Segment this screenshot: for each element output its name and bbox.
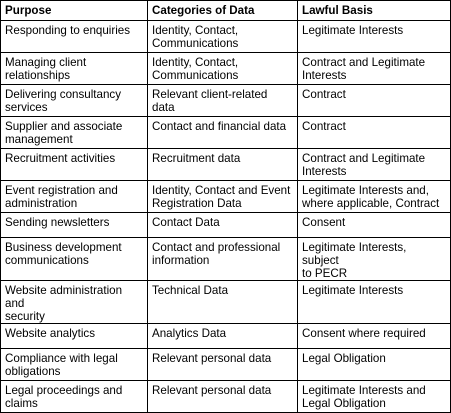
table-row [1,21,451,53]
cell-categories: Relevant personal data [148,349,298,381]
table-row [1,238,451,281]
cell-lawful-basis: Legitimate Interests and, where applicable, Contract [298,181,451,213]
cell-purpose: Supplier and associate management [1,117,148,149]
table-row [1,213,451,238]
cell-lawful-basis: Contract [298,85,451,117]
table-row [1,349,451,381]
header-categories-of-data: Categories of Data [148,1,298,21]
cell-lawful-basis: Consent [298,213,451,238]
cell-categories: Recruitment data [148,149,298,181]
cell-purpose: Recruitment activities [1,149,148,181]
cell-categories: Relevant personal data [148,381,298,413]
cell-categories: Analytics Data [148,324,298,349]
cell-lawful-basis: Contract and Legitimate Interests [298,53,451,85]
cell-lawful-basis: Legitimate Interests and Legal Obligation [298,381,451,413]
cell-purpose: Event registration and administration [1,181,148,213]
cell-categories: Relevant client-related data [148,85,298,117]
cell-categories: Contact Data [148,213,298,238]
cell-categories: Identity, Contact, Communications [148,21,298,53]
table-row [1,281,451,324]
cell-purpose: Compliance with legal obligations [1,349,148,381]
header-purpose: Purpose [1,1,148,21]
cell-purpose: Business development communications [1,238,148,281]
cell-purpose: Website analytics [1,324,148,349]
cell-purpose: Managing client relationships [1,53,148,85]
cell-categories: Technical Data [148,281,298,324]
cell-lawful-basis: Legitimate Interests, subject to PECR [298,238,451,281]
cell-categories: Contact and financial data [148,117,298,149]
cell-lawful-basis: Contract [298,117,451,149]
cell-categories: Identity, Contact, Communications [148,53,298,85]
cell-purpose: Delivering consultancy services [1,85,148,117]
table-row [1,117,451,149]
header-lawful-basis: Lawful Basis [298,1,451,21]
cell-categories: Identity, Contact and Event Registration Data [148,181,298,213]
cell-purpose: Legal proceedings and claims [1,381,148,413]
cell-purpose: Sending newsletters [1,213,148,238]
table-row [1,53,451,85]
cell-lawful-basis: Legitimate Interests [298,281,451,324]
table-row [1,181,451,213]
table-header-row [1,1,451,21]
cell-lawful-basis: Contract and Legitimate Interests [298,149,451,181]
table-row [1,85,451,117]
cell-lawful-basis: Legitimate Interests [298,21,451,53]
cell-purpose: Website administration and security [1,281,148,324]
table-row [1,149,451,181]
cell-purpose: Responding to enquiries [1,21,148,53]
table-row [1,324,451,349]
table-row [1,381,451,413]
cell-lawful-basis: Consent where required [298,324,451,349]
cell-lawful-basis: Legal Obligation [298,349,451,381]
cell-categories: Contact and professional information [148,238,298,281]
